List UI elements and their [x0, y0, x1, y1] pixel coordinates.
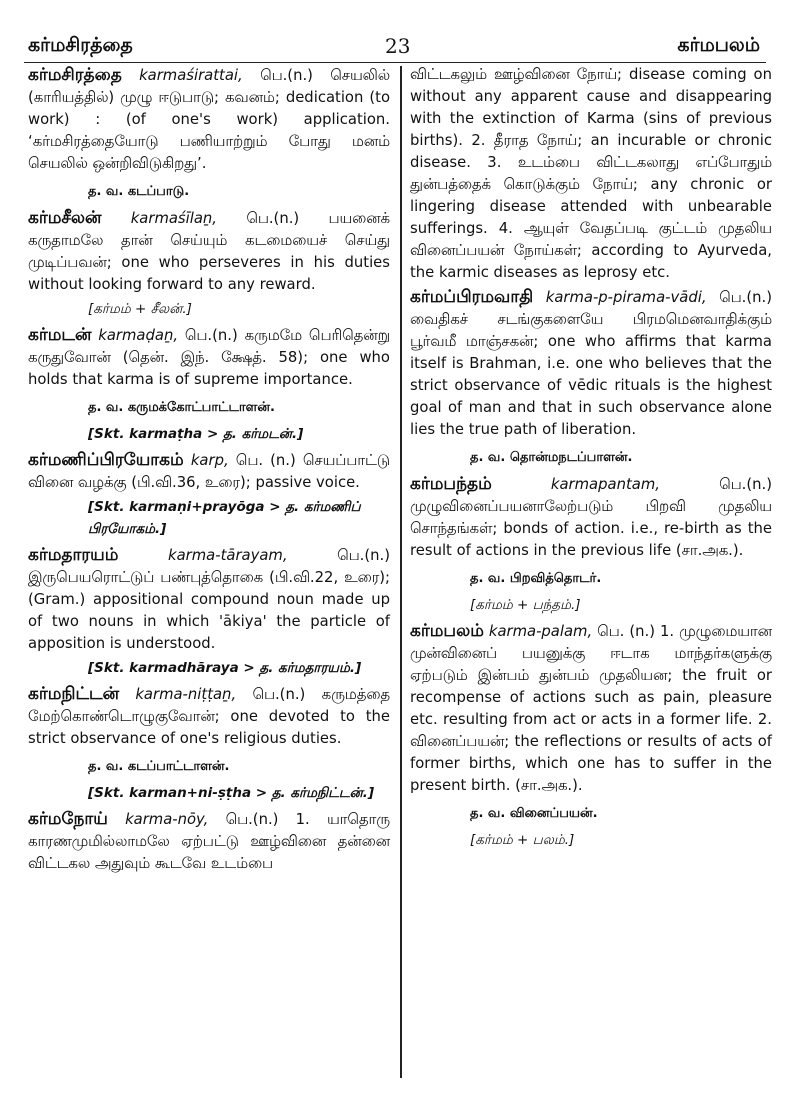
dictionary-entry: [28, 64, 390, 203]
dictionary-entry: [410, 286, 772, 469]
entry-body: [410, 64, 772, 284]
etymology: [Skt. karman+ni-ṣṭha > த. கர்மநிட்டன்.]: [88, 785, 374, 801]
romanization: karmaḍaṉ,: [98, 327, 179, 344]
dictionary-entry: [28, 683, 390, 804]
headword: கர்மபலம்: [410, 621, 484, 641]
entry-body: [28, 64, 390, 175]
romanization: karma-palam,: [488, 623, 593, 640]
entry-body: [28, 808, 390, 875]
definition: 1. யாதொரு காரணமுமில்லாமலே ஏற்பட்டு ஊழ்வினை தன்னை விட்டகல அதுவும் கூடவே உடம்பை: [28, 811, 390, 872]
definition: கருமத்தை மேற்கொண்டொழுகுவோன்; one devoted to the strict observance of one's religious duties.: [28, 686, 390, 747]
entry-body: [410, 473, 772, 562]
etymology: [கர்மம் + பந்தம்.]: [470, 597, 581, 613]
part-of-speech: பெ.(n.): [184, 327, 238, 344]
definition: 1. முழுமையான முன்வினைப் பயனுக்கு ஈடாக மாந்தர்களுக்கு ஏற்படும் இன்பம் துன்பம் முதலியன; the fruit or recompense of actions such as pain, pleasure etc. resulting from act or acts in a former life. 2. வினைப்பயன்; the reflections or results of acts of former births, which one has to suffer in the present birth. (சா.அக.).: [410, 623, 772, 794]
tamil-equivalent-note: த. வ. கருமக்கோட்பாட்டாளன்.: [88, 400, 275, 415]
dictionary-entry: [28, 324, 390, 445]
tamil-equivalent-note: த. வ. தொன்மநடப்பாளன்.: [470, 450, 633, 465]
dictionary-entry: [410, 473, 772, 616]
dictionary-entry: [28, 449, 390, 540]
header-rule: [24, 62, 766, 63]
romanization: karmapantam,: [550, 476, 660, 493]
definition: வைதிகச் சடங்குகளையே பிரமமெனவாதிக்கும் பூர்வமீ மாஞ்சகன்; one who affirms that karma itself is Brahman, i.e. one who believes that the strict observance of vēdic rituals is the highest goal of man and that in such observance alone lies the true path of liberation.: [410, 311, 772, 438]
part-of-speech: பெ.(n.): [246, 210, 300, 227]
definition: முழுவினைப்பயனாலேற்படும் பிறவி முதலிய சொந்தங்கள்; bonds of action. i.e., re-birth as the result of actions in the previous life (சா.அக.).: [410, 498, 772, 559]
definition: செயலில் (காரியத்தில்) முழு ஈடுபாடு; கவனம்; dedication (to work) : (of one's work) application. ‘கர்மசிரத்தையோடு பணியாற்றும் போது மனம் செயலில் ஒன்றிவிடுகிறது’.: [28, 67, 390, 172]
running-headword-right: கர்மபலம்: [677, 34, 760, 56]
headword: கர்மசிரத்தை: [28, 65, 122, 85]
romanization: karma-niṭṭaṉ,: [135, 686, 237, 703]
romanization: karmaśīlaṉ,: [130, 210, 218, 227]
headword: கர்மடன்: [28, 325, 92, 345]
etymology: [Skt. karmadhāraya > த. கர்மதாரயம்.]: [88, 660, 362, 676]
right-column: [410, 64, 772, 855]
etymology: [Skt. karmaṇi+prayōga > த. கர்மணிப் பிரயோகம்.]: [88, 499, 361, 537]
definition: கருமமே பெரிதென்று கருதுவோன் (தென். இந். க்ஷேத். 58); one who holds that karma is of supreme importance.: [28, 327, 390, 388]
headword: கர்மதாரயம்: [28, 545, 119, 565]
running-headword-left: கர்மசிரத்தை: [28, 34, 133, 56]
column-divider: [400, 66, 402, 1078]
etymology: [கர்மம் + பலம்.]: [470, 832, 575, 848]
romanization: karp,: [190, 452, 229, 469]
definition: விட்டகலும் ஊழ்வினை நோய்; disease coming on without any apparent cause and disappearing with the extinction of Karma (sins of previous births). 2. தீராத நோய்; an incurable or chronic disease. 3. உடம்பை விட்டகலாது எப்போதும் துன்பத்தைக் கொடுக்கும் நோய்; any chronic or lingering disease attended with unbearable sufferings. 4. ஆயுள் வேதப்படி குட்டம் முதலிய வினைப்பயன் நோய்கள்; according to Ayurveda, the karmic diseases as leprosy etc.: [410, 66, 772, 281]
dictionary-entry: [28, 207, 390, 320]
dictionary-entry: [28, 544, 390, 679]
etymology: [கர்மம் + சீலன்.]: [88, 301, 192, 317]
tamil-equivalent-note: த. வ. வினைப்பயன்.: [470, 806, 598, 821]
definition: பயனைக் கருதாமலே தான் செய்யும் கடமையைச் செய்து முடிப்பவன்; one who perseveres in his duties without looking forward to any reward.: [28, 210, 390, 293]
entry-body: [410, 620, 772, 797]
left-column: [28, 64, 390, 877]
romanization: karma-p-pirama-vādi,: [545, 289, 707, 306]
part-of-speech: பெ.(n.): [252, 686, 306, 703]
headword: கர்மநிட்டன்: [28, 684, 120, 704]
etymology: [Skt. karmaṭha > த. கர்மடன்.]: [88, 426, 304, 442]
entry-body: [28, 544, 390, 655]
headword: கர்மநோய்: [28, 809, 108, 829]
page-number: 23: [385, 34, 411, 58]
romanization: karma-tārayam,: [168, 547, 288, 564]
part-of-speech: பெ.(n.): [719, 476, 772, 493]
definition: இருபெயரொட்டுப் பண்புத்தொகை (பி.வி.22, உரை); (Gram.) appositional compound noun made up of two nouns in which 'ākiya' the particle of apposition is understood.: [28, 569, 390, 652]
entry-body: [28, 683, 390, 750]
dictionary-entry: [410, 64, 772, 284]
definition: செயப்பாட்டு வினை வழக்கு (பி.வி.36, உரை); passive voice.: [28, 452, 390, 491]
part-of-speech: பெ.(n.): [719, 289, 772, 306]
dictionary-entry: [410, 620, 772, 851]
headword: கர்மசீலன்: [28, 208, 102, 228]
part-of-speech: பெ.(n.): [260, 67, 313, 84]
tamil-equivalent-note: த. வ. கடப்பாட்டாளன்.: [88, 759, 230, 774]
tamil-equivalent-note: த. வ. கடப்பாடு.: [88, 184, 190, 199]
page-header: [0, 0, 800, 62]
part-of-speech: பெ.(n.): [337, 547, 390, 564]
headword: கர்மபந்தம்: [410, 474, 492, 494]
headword: கர்மப்பிரமவாதி: [410, 287, 534, 307]
part-of-speech: பெ.(n.): [225, 811, 279, 828]
entry-body: [410, 286, 772, 441]
entry-body: [28, 324, 390, 391]
tamil-equivalent-note: த. வ. பிறவித்தொடர்.: [470, 571, 602, 586]
part-of-speech: பெ. (n.): [235, 452, 296, 469]
headword: கர்மணிப்பிரயோகம்: [28, 450, 184, 470]
part-of-speech: பெ. (n.): [597, 623, 655, 640]
romanization: karmaśirattai,: [139, 67, 243, 84]
entry-body: [28, 207, 390, 296]
entry-body: [28, 449, 390, 494]
dictionary-entry: [28, 808, 390, 875]
romanization: karma-nōy,: [125, 811, 209, 828]
